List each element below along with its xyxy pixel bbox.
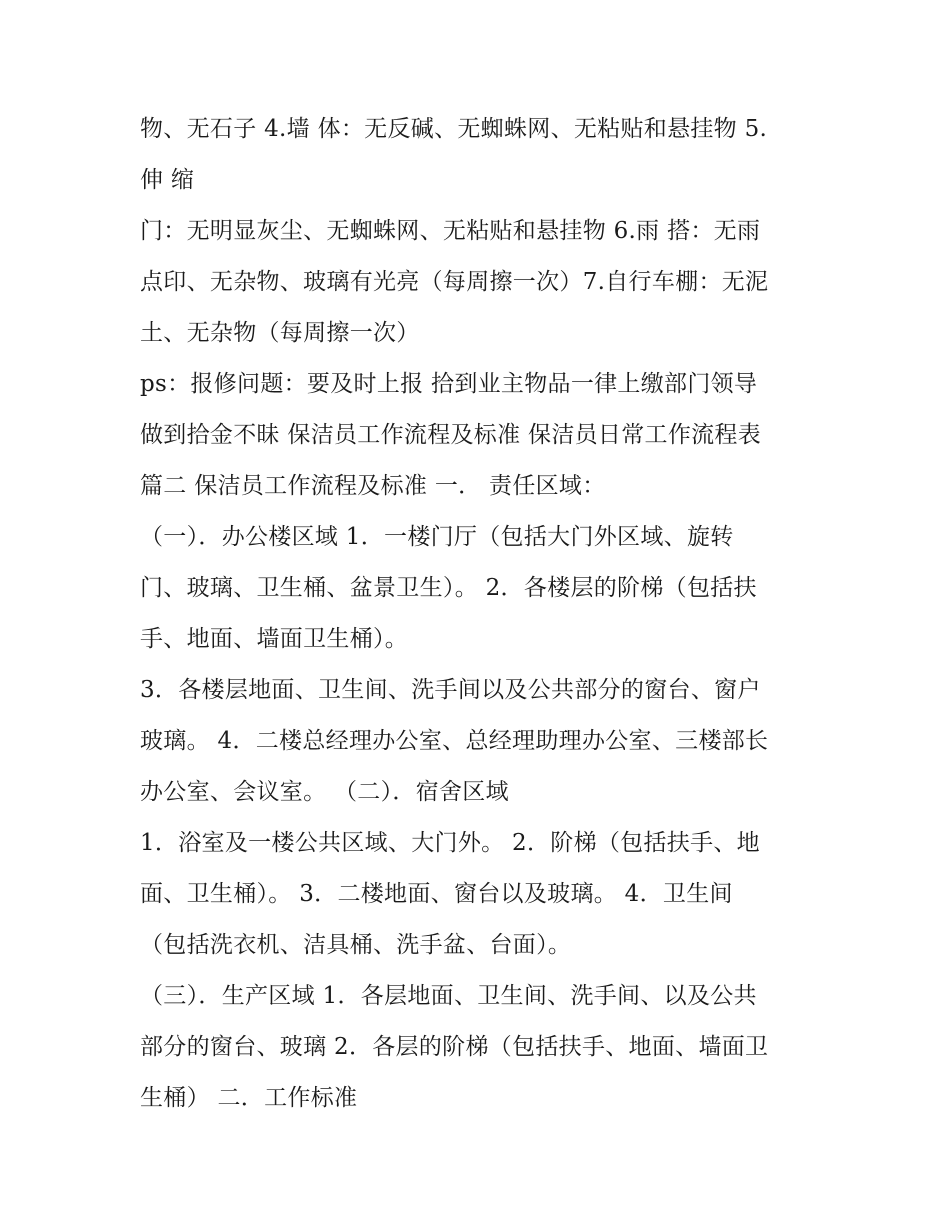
text-line: 生桶） 二．工作标准 xyxy=(140,1085,358,1111)
text-line: 玻璃。 4．二楼总经理办公室、总经理助理办公室、三楼部长 xyxy=(140,728,769,754)
text-line: （包括洗衣机、洁具桶、洗手盆、台面）。 xyxy=(140,932,572,958)
text-line: 1．浴室及一楼公共区域、大门外。 2．阶梯（包括扶手、地 xyxy=(140,830,760,856)
text-line: ps：报修问题：要及时上报 拾到业主物品一律上缴部门领导 xyxy=(140,371,758,397)
text-line: 3．各楼层地面、卫生间、洗手间以及公共部分的窗台、窗户 xyxy=(140,677,761,703)
text-line: 办公室、会议室。 （二）．宿舍区域 xyxy=(140,779,509,805)
text-line: 部分的窗台、玻璃 2．各层的阶梯（包括扶手、地面、墙面卫 xyxy=(140,1034,769,1060)
text-line: 门、玻璃、卫生桶、盆景卫生）。 2．各楼层的阶梯（包括扶 xyxy=(140,575,757,601)
text-line: 篇二 保洁员工作流程及标准 一． 责任区域： xyxy=(140,473,606,499)
text-line: （一）．办公楼区域 1．一楼门厅（包括大门外区域、旋转 xyxy=(140,524,734,550)
text-line: 面、卫生桶）。 3．二楼地面、窗台以及玻璃。 4．卫生间 xyxy=(140,881,733,907)
text-line: 伸 缩 xyxy=(140,167,195,193)
text-line: 物、无石子 4.墙 体：无反碱、无蜘蛛网、无粘贴和悬挂物 5. xyxy=(140,116,768,142)
text-line: 做到拾金不昧 保洁员工作流程及标准 保洁员日常工作流程表 xyxy=(140,422,762,448)
document-body xyxy=(140,104,820,1124)
text-line: 土、无杂物（每周擦一次） xyxy=(140,320,420,346)
text-line: 门：无明显灰尘、无蜘蛛网、无粘贴和悬挂物 6.雨 搭：无雨 xyxy=(140,218,761,244)
text-line: 手、地面、墙面卫生桶）。 xyxy=(140,626,409,652)
text-line: 点印、无杂物、玻璃有光亮（每周擦一次）7.自行车棚：无泥 xyxy=(140,269,769,295)
text-line: （三）．生产区域 1．各层地面、卫生间、洗手间、以及公共 xyxy=(140,983,757,1009)
